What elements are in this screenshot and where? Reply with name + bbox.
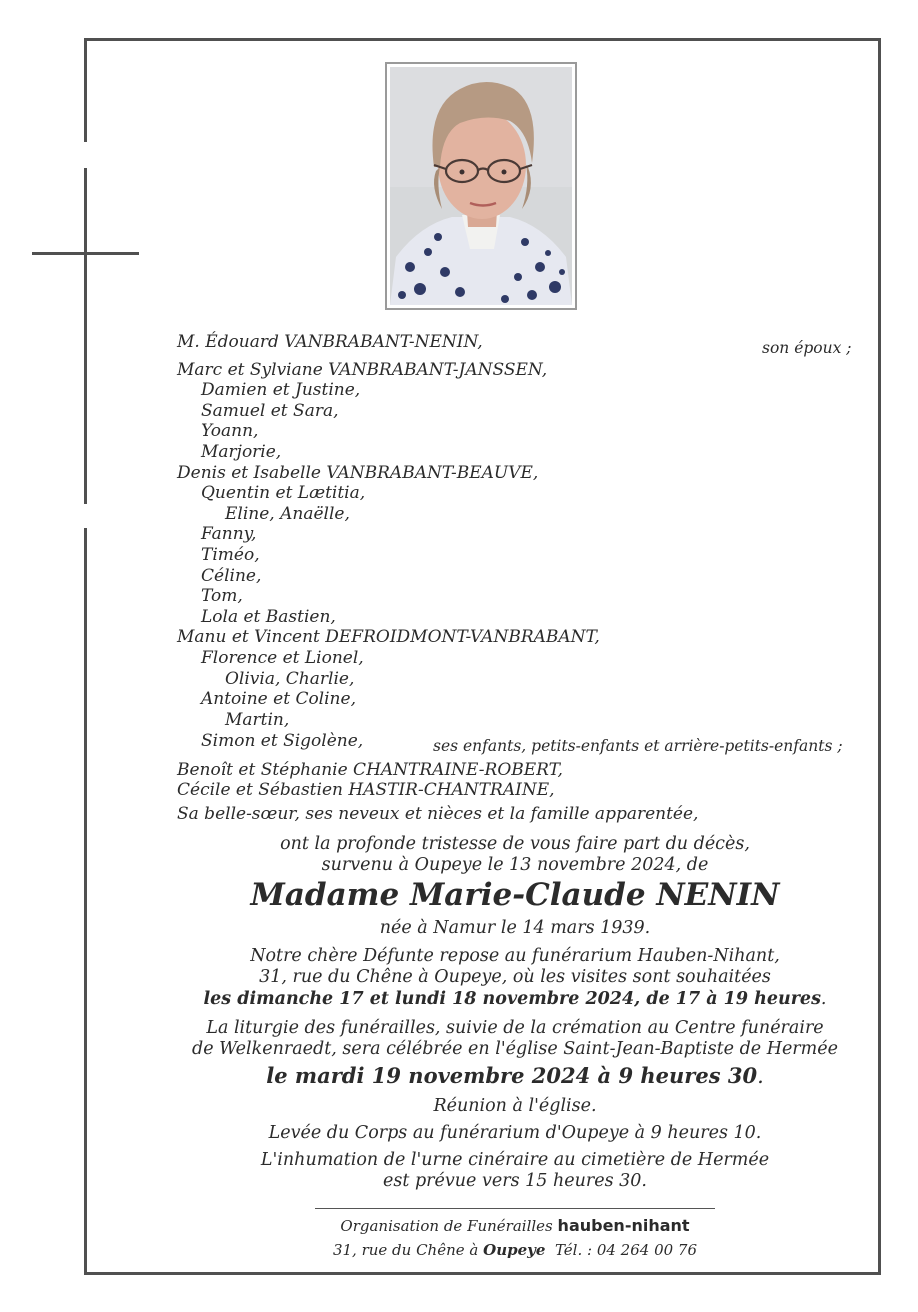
- footer-divider: [315, 1208, 715, 1209]
- liturgy-info: de Welkenraedt, sera célébrée en l'église Saint-Jean-Baptiste de Hermée: [192, 1039, 838, 1059]
- ceremony-date: le mardi 19 novembre 2024 à 9 heures 30: [266, 1063, 758, 1088]
- portrait-photo: [385, 62, 577, 310]
- frame-bottom-border: [84, 1272, 881, 1275]
- family-member: Martin,: [225, 710, 290, 730]
- family-member: Marjorie,: [201, 442, 282, 462]
- family-member: Manu et Vincent DEFROIDMONT-VANBRABANT,: [177, 627, 600, 647]
- relative: Cécile et Sébastien HASTIR-CHANTRAINE,: [177, 780, 555, 800]
- footer-address: [240, 1240, 790, 1260]
- meeting-info: Réunion à l'église.: [433, 1096, 597, 1116]
- footer-organisation: [240, 1216, 790, 1236]
- family-member: Simon et Sigolène,: [201, 731, 364, 751]
- family-member: Eline, Anaëlle,: [225, 504, 350, 524]
- rest-info: Notre chère Défunte repose au funérarium Hauben-Nihant,: [250, 946, 780, 966]
- family-member: Marc et Sylviane VANBRABANT-JANSSEN,: [177, 360, 548, 380]
- family-member: Lola et Bastien,: [201, 607, 336, 627]
- extended-family: Sa belle-sœur, ses neveux et nièces et la famille apparentée,: [177, 804, 699, 824]
- address-city: Oupeye: [483, 1241, 546, 1259]
- frame-top-border: [84, 38, 881, 41]
- relative: Benoît et Stéphanie CHANTRAINE-ROBERT,: [177, 760, 563, 780]
- levee-info: Levée du Corps au funérarium d'Oupeye à 9 heures 10.: [268, 1123, 762, 1143]
- children-role: ses enfants, petits-enfants et arrière-petits-enfants ;: [433, 737, 843, 755]
- spouse-role: son époux ;: [762, 339, 852, 357]
- family-member: Antoine et Coline,: [201, 689, 356, 709]
- family-member: Quentin et Lætitia,: [201, 483, 366, 503]
- phone-number: Tél. : 04 264 00 76: [554, 1241, 698, 1259]
- inhumation-info: est prévue vers 15 heures 30.: [383, 1171, 647, 1191]
- family-member: Yoann,: [201, 421, 259, 441]
- family-member: Tom,: [201, 586, 243, 606]
- liturgy-info: La liturgie des funérailles, suivie de la crémation au Centre funéraire: [206, 1018, 824, 1038]
- frame-left-border: [84, 38, 87, 142]
- brand-name: hauben-nihant: [557, 1216, 690, 1235]
- address-text: 31, rue du Chêne à: [332, 1241, 479, 1259]
- family-member: Céline,: [201, 566, 262, 586]
- inhumation-info: L'inhumation de l'urne cinéraire au cimetière de Hermée: [260, 1150, 770, 1170]
- announcement-line: survenu à Oupeye le 13 novembre 2024, de: [321, 855, 709, 875]
- family-member: Samuel et Sara,: [201, 401, 339, 421]
- organisation-label: Organisation de Funérailles: [340, 1217, 553, 1235]
- spouse-name: M. Édouard VANBRABANT-NENIN,: [177, 332, 483, 352]
- visits-dates: les dimanche 17 et lundi 18 novembre 2024, de 17 à 19 heures: [203, 989, 821, 1009]
- family-member: Damien et Justine,: [201, 380, 361, 400]
- family-member: Florence et Lionel,: [201, 648, 364, 668]
- rest-info: 31, rue du Chêne à Oupeye, où les visites sont souhaitées: [259, 967, 771, 987]
- frame-left-border-lower: [84, 528, 87, 1275]
- cross-vertical: [84, 168, 87, 504]
- family-member: Fanny,: [201, 524, 257, 544]
- ceremony-info: le mardi 19 novembre 2024 à 9 heures 30.: [266, 1063, 764, 1088]
- family-member: Olivia, Charlie,: [225, 669, 355, 689]
- birth-info: née à Namur le 14 mars 1939.: [379, 918, 651, 938]
- cross-horizontal: [32, 252, 139, 255]
- family-member: Denis et Isabelle VANBRABANT-BEAUVE,: [177, 463, 539, 483]
- frame-right-border: [878, 38, 881, 1275]
- announcement-line: ont la profonde tristesse de vous faire part du décès,: [280, 834, 750, 854]
- family-member: Timéo,: [201, 545, 260, 565]
- visits-info: les dimanche 17 et lundi 18 novembre 2024, de 17 à 19 heures.: [203, 989, 827, 1009]
- deceased-name: Madame Marie-Claude NENIN: [250, 877, 780, 913]
